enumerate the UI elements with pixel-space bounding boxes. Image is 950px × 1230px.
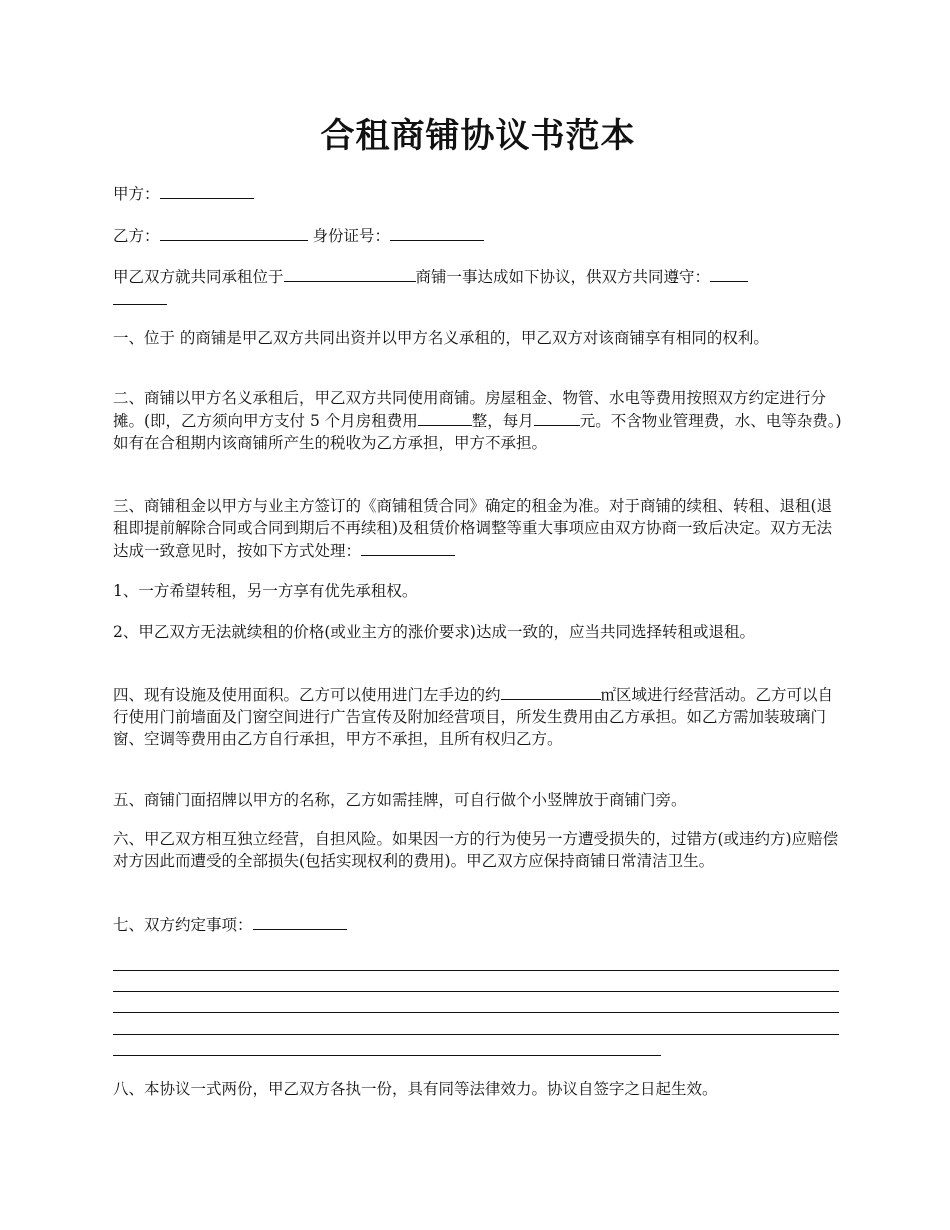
clause-3	[113, 495, 843, 562]
clause-2	[113, 387, 843, 454]
clause-6: 六、甲乙双方相互独立经营，自担风险。如果因一方的行为使另一方遭受损失的，过错方(或违约方)应赔偿对方因此而遭受的全部损失(包括实现权利的费用)。甲乙双方应保持商铺日常清洁卫生。	[113, 830, 839, 870]
id-label: 身份证号：	[312, 227, 390, 245]
agreed-matters-line-3[interactable]	[113, 1012, 839, 1013]
clause-5: 五、商铺门面招牌以甲方的名称，乙方如需挂牌，可自行做个小竖牌放于商铺门旁。	[113, 791, 687, 809]
area-blank[interactable]	[501, 683, 601, 700]
intro-text-post: 商铺一事达成如下协议，供双方共同遵守：	[415, 268, 711, 286]
clause-1: 一、位于 的商铺是甲乙双方共同出资并以甲方名义承租的，甲乙双方对该商铺享有相同的权利。	[113, 329, 769, 347]
clause-4	[113, 683, 843, 750]
total-rent-blank[interactable]	[418, 409, 472, 426]
id-number-blank[interactable]	[390, 224, 484, 241]
location-blank[interactable]	[284, 265, 416, 282]
clause-7-text: 七、双方约定事项：	[113, 916, 253, 934]
party-b-line	[113, 224, 843, 247]
item-1: 1、一方希望转租，另一方享有优先承租权。	[113, 582, 418, 600]
agreed-matters-line-4[interactable]	[113, 1034, 839, 1035]
clause-2-text-pre: 二、商铺以甲方名义承租后，甲乙双方共同使用商铺。房屋租金、物管、水电等费用按照双方约定进行分摊。(即，乙方须向甲方支付 5 个月房租费用	[113, 389, 827, 430]
intro-paragraph	[113, 265, 843, 311]
clause-8: 八、本协议一式两份，甲乙双方各执一份，具有同等法律效力。协议自签字之日起生效。	[113, 1080, 718, 1098]
agreed-matters-line-1[interactable]	[113, 970, 839, 971]
agreed-matters-blank[interactable]	[253, 913, 347, 930]
party-b-blank[interactable]	[160, 224, 308, 241]
party-a-blank[interactable]	[160, 182, 254, 199]
intro-blank-end[interactable]	[710, 265, 748, 282]
agreed-matters-line-2[interactable]	[113, 991, 839, 992]
clause-4-text-pre: 四、现有设施及使用面积。乙方可以使用进门左手边的约	[113, 686, 501, 704]
clause-4-text-post: ㎡区域进行经营活动。乙方可以自行使用门前墙面及门窗空间进行广告宣传及附加经营项目，所发生费用由乙方承担。如乙方需加装玻璃门窗、空调等费用由乙方自行承担，甲方不承担，且所有权归乙方。	[113, 686, 834, 748]
party-a-label: 甲方：	[113, 185, 160, 203]
party-b-label: 乙方：	[113, 227, 160, 245]
agreed-matters-line-5[interactable]	[113, 1055, 661, 1056]
item-2: 2、甲乙双方无法就续租的价格(或业主方的涨价要求)达成一致的，应当共同选择转租或退租。	[113, 623, 755, 641]
document-title: 合租商铺协议书范本	[320, 116, 636, 156]
monthly-rent-blank[interactable]	[534, 409, 580, 426]
intro-blank-wrap[interactable]	[113, 288, 167, 305]
clause-3-text: 三、商铺租金以甲方与业主方签订的《商铺租赁合同》确定的租金为准。对于商铺的续租、转租、退租(退租即提前解除合同或合同到期后不再续租)及租赁价格调整等重大事项应由双方协商一致后决定。双方无法达成一致意见时，按如下方式处理：	[113, 497, 833, 560]
clause-2-text-mid: 整，每月	[471, 412, 534, 430]
intro-text-pre: 甲乙双方就共同承租位于	[113, 268, 284, 286]
dispute-method-blank[interactable]	[361, 539, 455, 556]
party-a-line	[113, 182, 843, 205]
clause-7	[113, 913, 843, 936]
clause-2-text-post: 元。不含物业管理费，水、电等杂费。)如有在合租期内该商铺所产生的税收为乙方承担，甲方不承担。	[113, 412, 842, 452]
